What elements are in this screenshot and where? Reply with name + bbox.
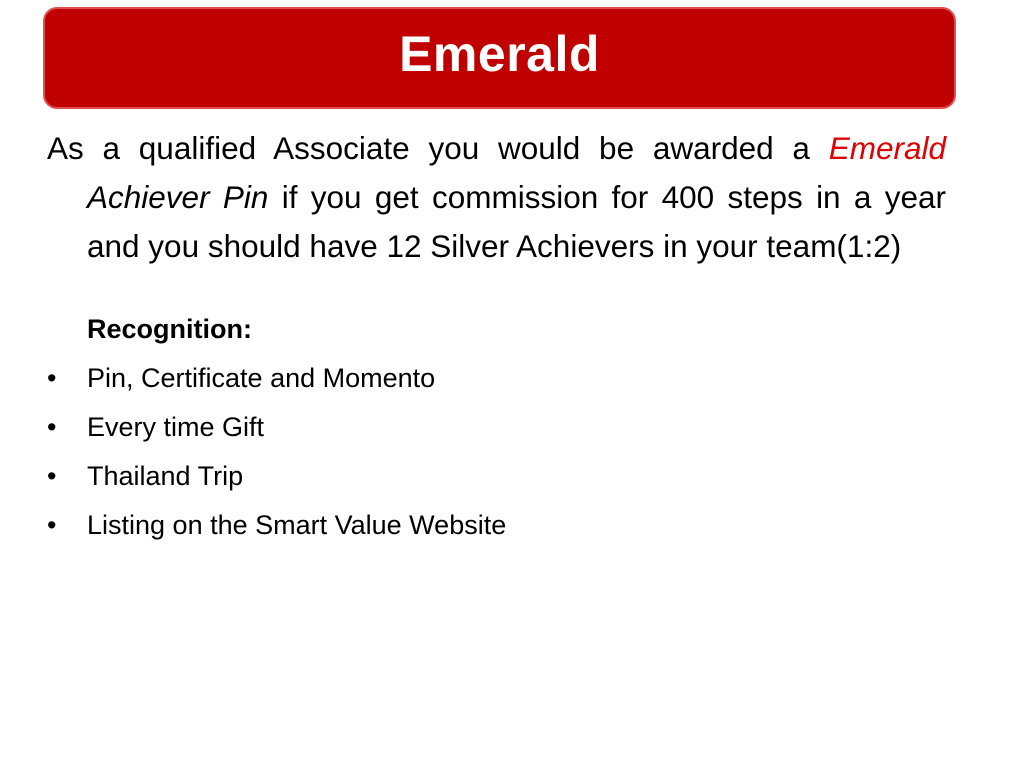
list-item-text: Every time Gift bbox=[87, 412, 265, 442]
list-item-text: Thailand Trip bbox=[87, 461, 244, 491]
intro-paragraph bbox=[47, 124, 946, 271]
list-item-text: Pin, Certificate and Momento bbox=[87, 363, 436, 393]
recognition-list bbox=[47, 354, 946, 550]
achiever-pin-emphasis: Achiever Pin bbox=[87, 179, 269, 215]
emerald-emphasis: Emerald bbox=[828, 130, 946, 166]
slide-title: Emerald bbox=[399, 26, 600, 82]
slide-body bbox=[47, 124, 946, 550]
bullet-icon: • bbox=[47, 363, 57, 393]
bullet-icon: • bbox=[47, 412, 57, 442]
title-bar bbox=[43, 7, 956, 109]
list-item bbox=[47, 354, 946, 403]
list-item-text: Listing on the Smart Value Website bbox=[87, 510, 507, 540]
list-item bbox=[47, 452, 946, 501]
bullet-icon: • bbox=[47, 461, 57, 491]
recognition-heading: Recognition: bbox=[87, 314, 252, 344]
paragraph-text bbox=[47, 124, 946, 271]
bullet-icon: • bbox=[47, 510, 57, 540]
paragraph-part-2: if you get commission for 400 steps in a year and you should have 12 Silver Achievers in your team(1:2) bbox=[87, 179, 946, 264]
list-item bbox=[47, 403, 946, 452]
paragraph-part-1: As a qualified Associate you would be awarded a bbox=[47, 130, 829, 166]
list-item bbox=[47, 501, 946, 550]
